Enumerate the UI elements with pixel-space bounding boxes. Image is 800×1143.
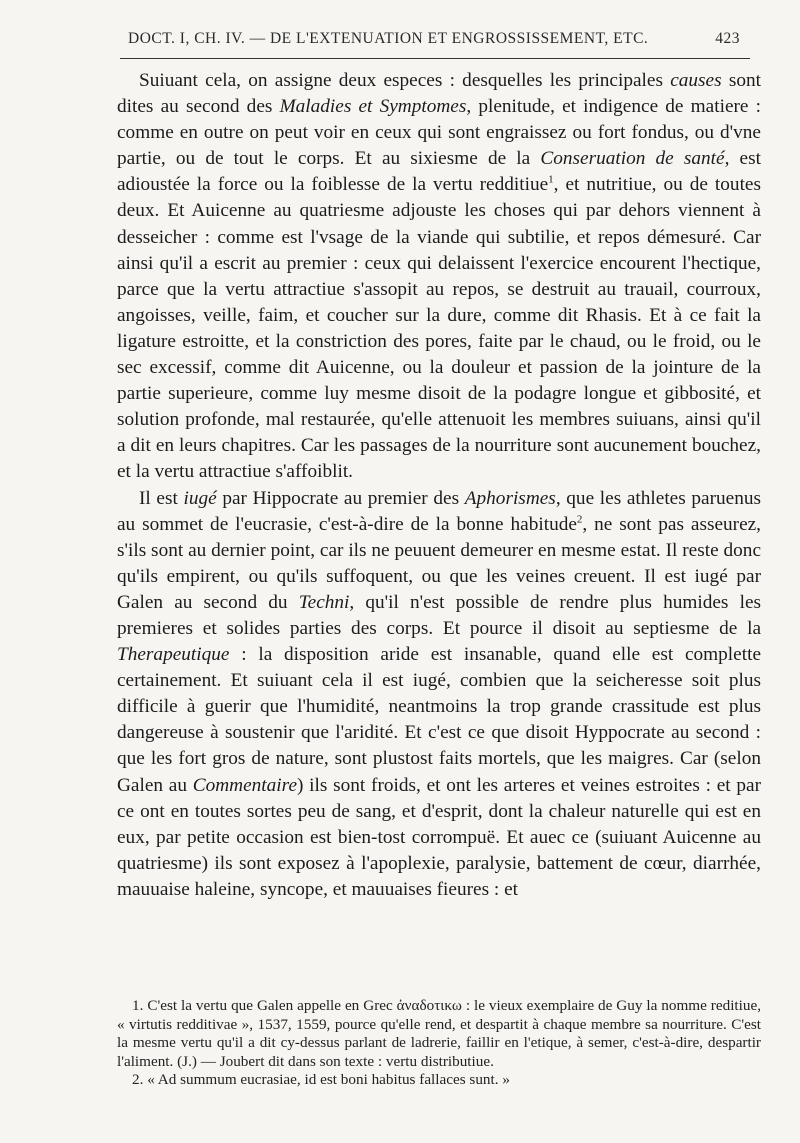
text-run: , ne sont pas asseurez, s'ils sont au dernier point, car ils ne peuuent demeurer en mesme estat. Il reste donc qu'ils empirent, ou qu'ils suffoquent, ou que les veines creuent. Il est iugé par Galen au second du: [117, 513, 762, 613]
paragraph-1: [117, 68, 761, 486]
italic-run: Maladies et Symptomes: [279, 96, 467, 118]
text-run: par Hippocrate au premier des: [216, 487, 465, 509]
text-run: Il est: [139, 487, 184, 509]
italic-run: Aphorismes: [464, 487, 556, 509]
italic-run: Techni: [298, 591, 350, 613]
italic-run: iugé: [183, 487, 217, 509]
footnote-1: 1. C'est la vertu que Galen appelle en Grec ἀναδοτικω : le vieux exemplaire de Guy la nomme reditiue, « virtutis redditivae », 1537, 1559, pource qu'elle rend, et despartit à chaque membre sa nourriture. C'est la mesme vertu qu'il a dit cy-dessus parlant de ladrerie, faillir en l'etique, à semer, c'est-à-dire, despartir l'aliment. (J.) — Joubert dit dans son texte : vertu distributiue.: [117, 997, 761, 1070]
italic-run: causes: [670, 70, 722, 91]
text-run: Suiuant cela, on assigne deux especes : desquelles les principales: [139, 70, 671, 91]
text-run: : la disposition aride est insanable, quand elle est complette certainement. Et suiuant cela il est iugé, combien que la seicheresse soit plus difficile à guerir que l'humidité, neantmoins la trop grande crassitude est plus dangereuse à soustenir que l'aridité. Et c'est ce que disoit Hyppocrate au second : que les fort gros de nature, sont plustost faits mortels, que les maigres. Car (selon Galen au: [117, 644, 761, 796]
main-text: [117, 68, 761, 903]
italic-run: Therapeutique: [117, 644, 230, 666]
footnote-ref-2[interactable]: 2: [576, 513, 583, 526]
text-run: , qu'il n'est possible de rendre plus humides les premieres et solides parties des corps. Et pource il disoit au septiesme de la: [117, 591, 762, 639]
text-run: , que les athletes paruenus au sommet de l'eucrasie, c'est-à-dire de la bonne habitude: [117, 487, 761, 535]
text-run: , est adioustée la force ou la foiblesse de la vertu redditiue: [117, 148, 761, 196]
text-run: ) ils sont froids, et ont les arteres et veines estroites : et par ce ont en toutes sortes peu de sang, et d'esprit, dont la chaleur naturelle qui est en eux, par petite occasion est bien-tost corrompuë. Et auec ce (suiuant Auicenne au quatriesme) ils sont exposez à l'apoplexie, paralysie, battement de cœur, diarrhée, mauuaise haleine, syncope, et mauuaises fieures : et: [117, 774, 761, 900]
header-rule: [120, 58, 750, 59]
running-title: DOCT. I, CH. IV. — DE L'EXTENUATION ET ENGROSSISSEMENT, ETC.: [128, 30, 649, 47]
italic-run: Commentaire: [192, 774, 297, 796]
footnote-2: 2. « Ad summum eucrasiae, id est boni habitus fallaces sunt. »: [132, 1071, 510, 1089]
italic-run: Conseruation de santé: [540, 148, 725, 170]
footnote-ref-1[interactable]: 1: [548, 173, 554, 186]
text-run: sont dites au second des: [117, 70, 761, 118]
paragraph-2: [117, 486, 761, 904]
footnotes: [117, 997, 761, 1090]
page-number: 423: [715, 30, 740, 47]
text-run: , et nutritiue, ou de toutes deux. Et Auicenne au quatriesme adjouste les choses qui par dehors viennent à desseicher : comme est l'vsage de la viande qui subtilie, et repos démesuré. Car ainsi qu'il a escrit au premier : ceux qui delaissent l'exercice encourent l'hectique, parce que la vertu attractiue s'assopit au repos, se destruit au trauail, courroux, angoisses, veille, faim, et coucher sur la dure, comme dit Rhasis. Et à ce fait la ligature estroitte, et la constriction des pores, faite par le chaud, ou le froid, ou le sec excessif, comme dit Auicenne, ou la douleur et passion de la jointure de la partie superieure, comme luy mesme disoit de la podagre longue et gibbosité, et solution profonde, mal restaurée, qu'elle attenuoit les membres suiuans, ainsi qu'il a dit en leurs chapitres. Car les passages de la nourriture sont aucunement bouchez, et la vertu attractiue s'affoiblit.: [117, 174, 761, 483]
text-run: , plenitude, et indigence de matiere : comme en outre on peut voir en ceux qui sont engraissez ou fort fondus, ou d'vne partie, ou de tout le corps. Et au sixiesme de la: [117, 96, 762, 170]
running-header: [120, 30, 740, 52]
